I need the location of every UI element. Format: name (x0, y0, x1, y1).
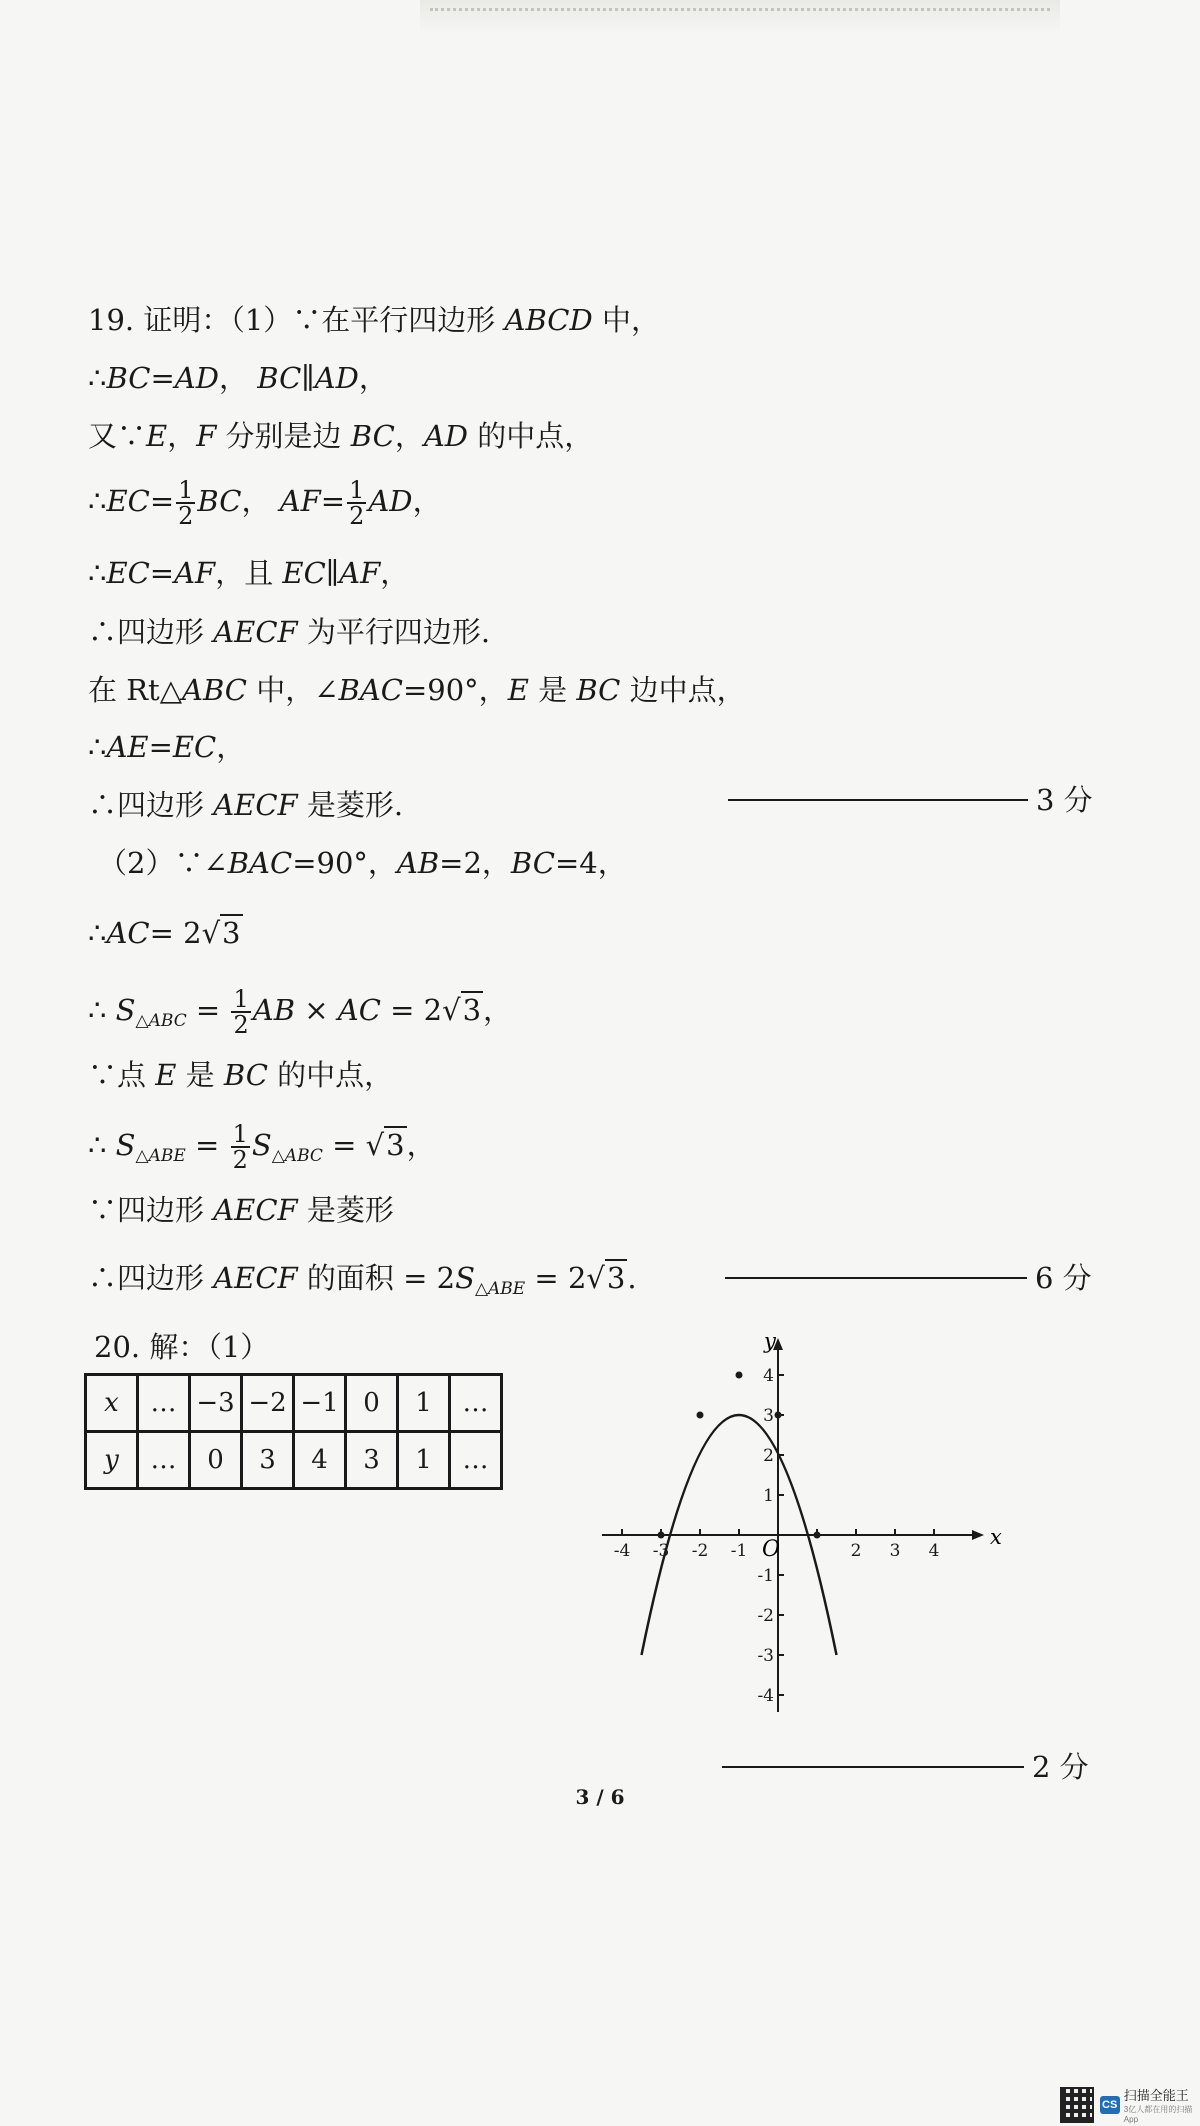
table-cell: 4 (294, 1432, 346, 1489)
table-cell: … (450, 1375, 502, 1432)
x-tick-label: 3 (889, 1541, 901, 1561)
table-row (86, 1375, 502, 1432)
fraction: $\frac{1}{2}$ (349, 476, 365, 530)
q19-title: 19. 证明：（1）∵在平行四边形 ABCD 中， (88, 303, 660, 337)
x-axis-label: x (990, 1525, 1002, 1549)
cs-tagline: 3亿人都在用的扫描App (1123, 2105, 1193, 2124)
q19-line-7: ∴AE=EC， (88, 730, 246, 764)
table-cell: … (138, 1375, 190, 1432)
q19-part2-line-4: ∵点 E 是 BC 的中点， (88, 1058, 394, 1092)
q19-line-6: 在 Rt△ABC 中，∠BAC=90°，E 是 BC 边中点， (88, 673, 746, 707)
table-cell: 3 (346, 1432, 398, 1489)
q19-part2-line-6: ∵四边形 AECF 是菱形 (88, 1193, 394, 1227)
y-tick-label: 2 (763, 1446, 774, 1466)
page-number: 3 / 6 (575, 1785, 625, 1809)
table-cell: … (450, 1432, 502, 1489)
q20-title: 20. 解：（1） (94, 1330, 270, 1364)
q19-line-8: ∴四边形 AECF 是菱形. (88, 788, 404, 822)
x-tick-label: 2 (850, 1541, 862, 1561)
q19-line-4: ∴EC=AF，且 EC∥AF， (88, 556, 410, 590)
y-axis-label: y (764, 1329, 776, 1353)
cs-logo-icon: CS (1100, 2096, 1120, 2114)
plot-point (736, 1372, 743, 1379)
x-tick-label: -2 (691, 1541, 709, 1561)
x-tick-label: -1 (730, 1541, 748, 1561)
table-cell: x (86, 1375, 138, 1432)
table-cell: −1 (294, 1375, 346, 1432)
table-cell: … (138, 1432, 190, 1489)
table-cell: −3 (190, 1375, 242, 1432)
fraction: $\frac{1}{2}$ (233, 985, 249, 1039)
y-tick-label: 1 (763, 1486, 774, 1506)
table-row (86, 1432, 502, 1489)
y-tick-label: 3 (763, 1406, 774, 1426)
scan-artifact (420, 0, 1060, 34)
q19-part2-line-1: （2）∵∠BAC=90°，AB=2，BC=4， (98, 846, 627, 880)
fraction: $\frac{1}{2}$ (232, 1120, 248, 1174)
plot-point (697, 1412, 704, 1419)
y-tick-label: 4 (763, 1366, 774, 1386)
table-cell: −2 (242, 1375, 294, 1432)
table-cell: 0 (346, 1375, 398, 1432)
plot-point (775, 1412, 782, 1419)
x-tick-label: 4 (928, 1541, 940, 1561)
qr-code-icon (1060, 2087, 1094, 2123)
q19-part2-line-2: ∴AC= 2√3 (88, 916, 241, 950)
table-cell: 1 (398, 1432, 450, 1489)
q19-line-1: ∴BC=AD， BC∥AD， (88, 361, 388, 395)
score-marker-6: 6 分 (725, 1258, 1092, 1298)
table-cell: 3 (242, 1432, 294, 1489)
table-cell: y (86, 1432, 138, 1489)
table-cell: 0 (190, 1432, 242, 1489)
x-tick-label: -4 (613, 1541, 631, 1561)
y-tick-label: -4 (757, 1686, 774, 1706)
xy-value-table (84, 1373, 503, 1490)
q19-part2-line-3: ∴ $S_{\triangle ABC}$ = $\frac{1}{2}$ AB × AC = 2√3， (88, 985, 513, 1039)
origin-label: O (762, 1537, 781, 1562)
cs-app-name: 扫描全能王 (1123, 2088, 1189, 2103)
plot-point (814, 1532, 821, 1539)
score-marker-3: 3 分 (728, 780, 1093, 820)
y-tick-label: -2 (757, 1606, 774, 1626)
q19-part2-line-5: ∴ $S_{\triangle ABE}$ = $\frac{1}{2}$ $S_{\triangle ABC} = √3$， (88, 1120, 436, 1174)
y-tick-label: -1 (757, 1566, 774, 1586)
q19-line-2: 又∵E，F 分别是边 BC，AD 的中点， (88, 419, 594, 453)
q19-line-3: ∴EC= $\frac{1}{2}$ BC， AF= $\frac{1}{2}$ AD， (88, 476, 442, 530)
parabola-graph (596, 1320, 1006, 1730)
plot-point (658, 1532, 665, 1539)
fraction: $\frac{1}{2}$ (178, 476, 194, 530)
camscanner-watermark (1060, 2085, 1200, 2124)
q19-part2-line-7: ∴四边形 AECF 的面积 = $2S_{\triangle ABE} = 2√3$. (88, 1261, 637, 1299)
score-marker-2: 2 分 (722, 1747, 1089, 1787)
table-cell: 1 (398, 1375, 450, 1432)
x-tick-label: -3 (652, 1541, 670, 1561)
y-tick-label: -3 (757, 1646, 774, 1666)
x-axis-arrow-icon (972, 1530, 984, 1540)
q19-line-5: ∴四边形 AECF 为平行四边形. (88, 615, 491, 649)
